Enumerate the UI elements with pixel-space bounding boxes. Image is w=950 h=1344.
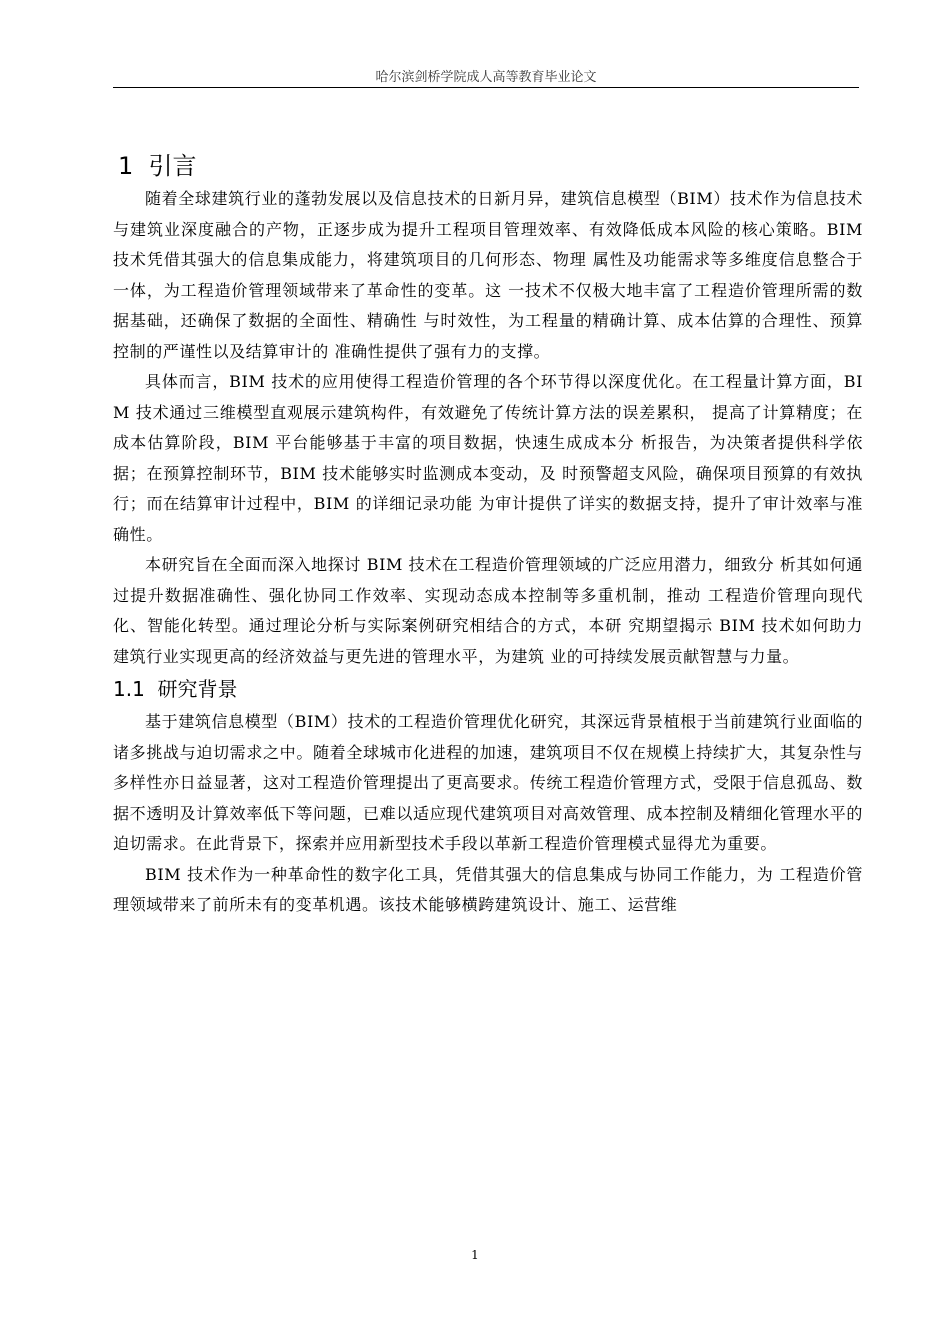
paragraph-intro-2: 具体而言，BIM 技术的应用使得工程造价管理的各个环节得以深度优化。在工程量计算方面，BIM 技术通过三维模型直观展示建筑构件，有效避免了传统计算方法的误差累积， 提高了计算精度；在成本估算阶段，BIM 平台能够基于丰富的项目数据，快速生成成本分 析报告，为决策者提供科学依据；在预算控制环节，BIM 技术能够实时监测成本变动，及 时预警超支风险，确保项目预算的有效执行；而在结算审计过程中，BIM 的详细记录功能 为审计提供了详实的数据支持，提升了审计效率与准确性。: [113, 372, 863, 544]
body-text: [113, 184, 863, 921]
paragraph-intro-3: 本研究旨在全面而深入地探讨 BIM 技术在工程造价管理领域的广泛应用潜力，细致分 析其如何通过提升数据准确性、强化协同工作效率、实现动态成本控制等多重机制，推动 工程造价管理向现代化、智能化转型。通过理论分析与实际案例研究相结合的方式，本研 究期望揭示 BIM 技术如何助力建筑行业实现更高的经济效益与更先进的管理水平，为建筑 业的可持续发展贡献智慧与力量。: [113, 555, 863, 666]
running-header: 哈尔滨剑桥学院成人高等教育毕业论文: [375, 70, 597, 85]
paragraph-background-2: BIM 技术作为一种革命性的数字化工具，凭借其强大的信息集成与协同工作能力，为 工程造价管理领域带来了前所未有的变革机遇。该技术能够横跨建筑设计、施工、运营维: [113, 864, 863, 914]
header-rule: [113, 87, 859, 88]
paragraph-background-1: 基于建筑信息模型（BIM）技术的工程造价管理优化研究，其深远背景植根于当前建筑行业面临的诸多挑战与迫切需求之中。随着全球城市化进程的加速，建筑项目不仅在规模上持续扩大，其复杂性与多样性亦日益显著，这对工程造价管理提出了更高要求。传统工程造价管理方式，受限于信息孤岛、数据不透明及计算效率低下等问题，已难以适应现代建筑项目对高效管理、成本控制及精细化管理水平的迫切需求。在此背景下，探索并应用新型技术手段以革新工程造价管理模式显得尤为重要。: [113, 712, 863, 853]
chapter-title: 1 引言: [118, 152, 197, 180]
section-title-research-background: 1.1 研究背景: [113, 677, 238, 701]
page-number: 1: [471, 1248, 479, 1262]
paragraph-intro-1: 随着全球建筑行业的蓬勃发展以及信息技术的日新月异，建筑信息模型（BIM）技术作为信息技术与建筑业深度融合的产物，正逐步成为提升工程项目管理效率、有效降低成本风险的核心策略。BIM 技术凭借其强大的信息集成能力，将建筑项目的几何形态、物理 属性及功能需求等多维度信息整合于一体，为工程造价管理领域带来了革命性的变革。这 一技术不仅极大地丰富了工程造价管理所需的数据基础，还确保了数据的全面性、精确性 与时效性，为工程量的精确计算、成本估算的合理性、预算控制的严谨性以及结算审计的 准确性提供了强有力的支撑。: [113, 189, 863, 361]
